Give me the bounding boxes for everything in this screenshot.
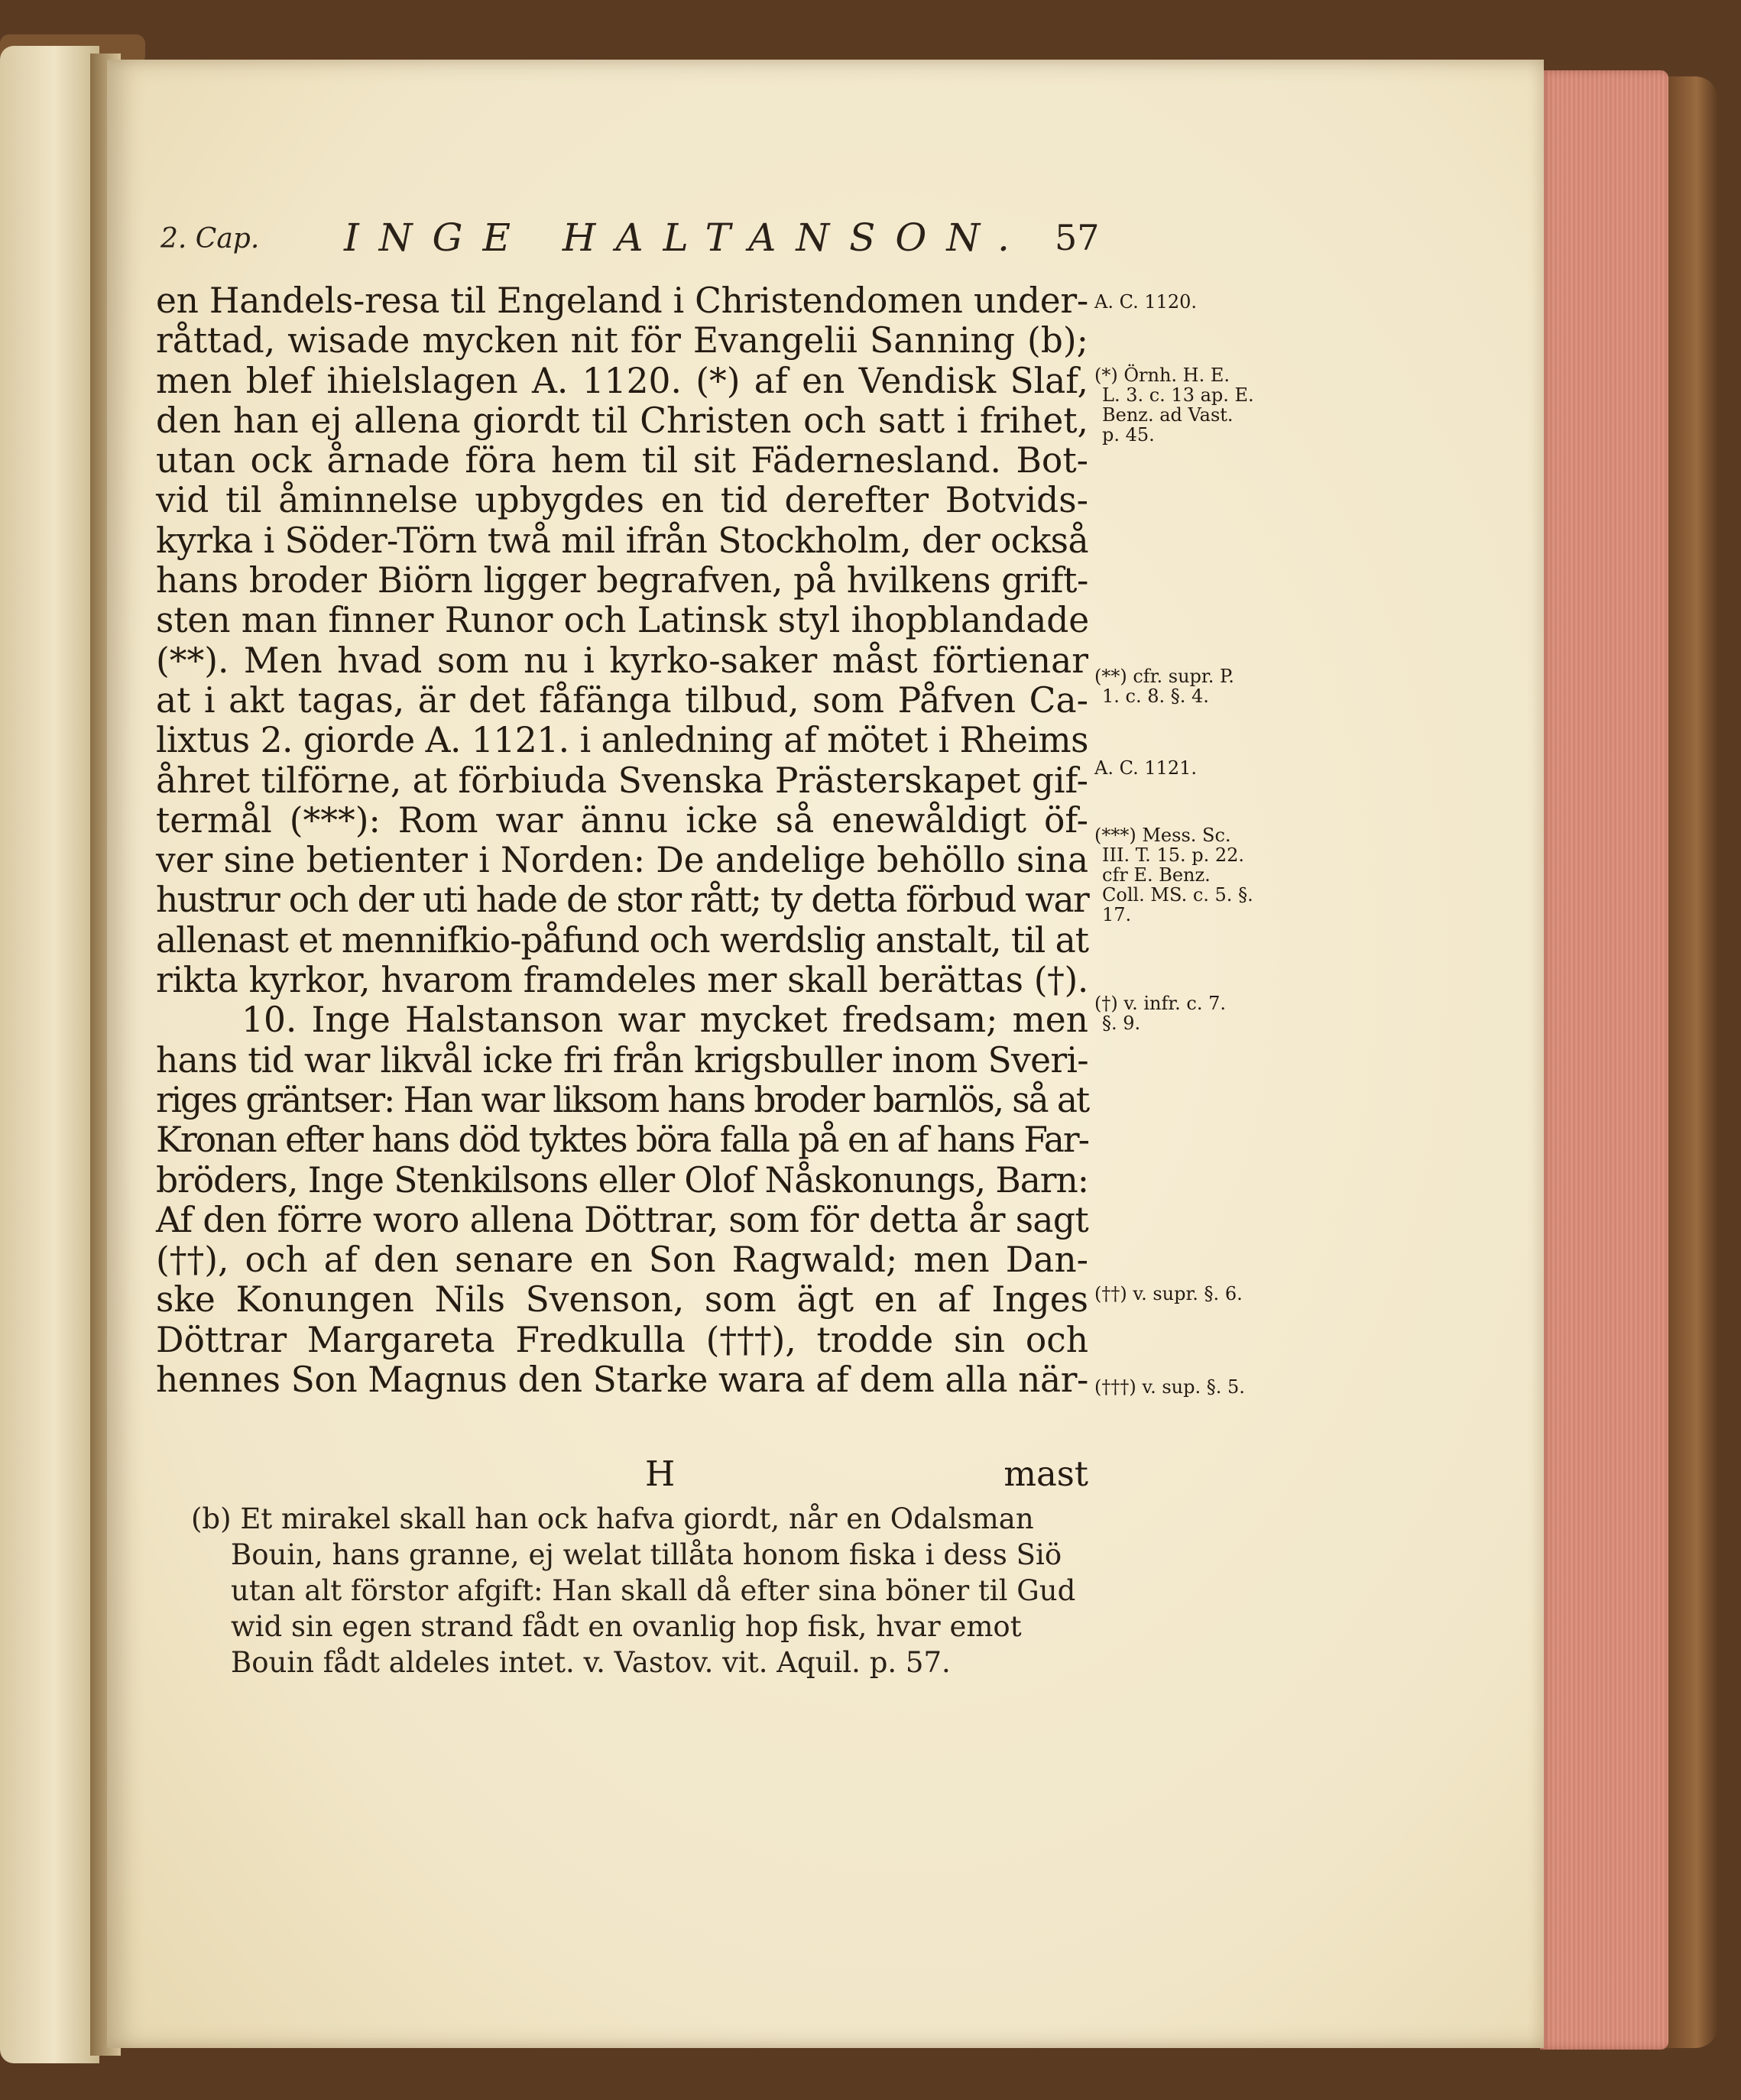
text-line: ske Konungen Nils Svenson, som ägt en af Inges xyxy=(156,1279,1088,1321)
margin-note xyxy=(1094,292,1270,312)
margin-note xyxy=(1094,666,1270,706)
margin-note-line: Coll. MS. c. 5. §. xyxy=(1102,884,1253,906)
footnote-line: wid sin egen strand fådt en ovanlig hop fisk, hvar emot xyxy=(231,1610,1022,1643)
margin-note-line: §. 9. xyxy=(1102,1013,1141,1034)
margin-note-line: III. T. 15. p. 22. xyxy=(1102,844,1245,866)
page-number: 57 xyxy=(1055,217,1100,258)
chapter-label: 2. Cap. xyxy=(160,223,260,254)
margin-note-line: (***) Mess. Sc. xyxy=(1094,825,1231,846)
red-fore-edge xyxy=(1540,70,1668,2050)
margin-note-line: Benz. ad Vast. xyxy=(1102,404,1234,426)
text-line: lixtus 2. giorde A. 1121. i anledning af mötet i Rheims xyxy=(156,720,1088,761)
text-line: (**). Men hvad som nu i kyrko-saker måst förtienar xyxy=(156,640,1088,681)
text-line: termål (***): Rom war ännu icke så enewåldigt öf- xyxy=(156,799,1088,841)
text-line: Döttrar Margareta Fredkulla (†††), trodde sin och xyxy=(156,1319,1088,1360)
margin-note xyxy=(1094,1284,1270,1304)
text-line: allenast et mennifkio-påfund och werdslig anstalt, til at xyxy=(156,919,1089,961)
footnote xyxy=(191,1501,1085,1680)
text-line: hennes Son Magnus den Starke wara af dem alla när- xyxy=(156,1359,1088,1401)
footnote-line: utan alt förstor afgift: Han skall då efter sina böner til Gud xyxy=(231,1574,1076,1607)
margin-note-line: p. 45. xyxy=(1102,424,1155,446)
text-line: vid til åminnelse upbygdes en tid derefter Botvids- xyxy=(156,480,1088,521)
margin-note-line: (†) v. infr. c. 7. xyxy=(1094,993,1227,1014)
margin-note-line: (††) v. supr. §. 6. xyxy=(1094,1283,1243,1304)
text-line: Kronan efter hans död tyktes böra falla på en af hans Far- xyxy=(156,1120,1088,1161)
cover-edge xyxy=(1665,76,1718,2048)
main-text xyxy=(156,281,1088,1400)
margin-note-line: L. 3. c. 13 ap. E. xyxy=(1102,384,1254,406)
text-line: hans broder Biörn ligger begrafven, på hvilkens grift- xyxy=(156,560,1088,601)
text-line: rikta kyrkor, hvarom framdeles mer skall berättas (†). xyxy=(156,960,1088,1001)
text-line: den han ej allena giordt til Christen och satt i frihet, xyxy=(156,400,1088,441)
text-line: en Handels-resa til Engeland i Christendomen under- xyxy=(156,280,1089,321)
text-line: ver sine betienter i Norden: De andelige behöllo sina xyxy=(156,840,1088,881)
signature-mark: H xyxy=(645,1453,676,1494)
text-line: hans tid war likvål icke fri från krigsbuller inom Sveri- xyxy=(156,1039,1088,1081)
margin-note-line: (†††) v. sup. §. 5. xyxy=(1094,1376,1245,1398)
running-head xyxy=(0,216,1741,261)
text-line: at i akt tagas, är det fåfänga tilbud, som Påfven Ca- xyxy=(156,679,1088,721)
text-line: utan ock årnade föra hem til sit Fädernesland. Bot- xyxy=(156,440,1088,481)
footnote-line: (b) Et mirakel skall han ock hafva giordt, når en Odalsman xyxy=(191,1502,1034,1535)
margin-note-line: 17. xyxy=(1102,904,1132,925)
catchword-line xyxy=(156,1453,1088,1495)
text-line: Af den förre woro allena Döttrar, som för detta år sagt xyxy=(156,1199,1088,1240)
margin-note-line: A. C. 1121. xyxy=(1094,757,1198,779)
footnote-line: Bouin fådt aldeles intet. v. Vastov. vit. Aquil. p. 57. xyxy=(231,1646,951,1679)
margin-note-line: A. C. 1120. xyxy=(1094,291,1198,313)
text-line: åhret tilförne, at förbiuda Svenska Prästerskapet gif- xyxy=(156,760,1088,801)
page-title: INGE HALTANSON. xyxy=(344,216,1029,260)
text-line: men blef ihielslagen A. 1120. (*) af en Vendisk Slaf, xyxy=(156,360,1088,401)
text-line: riges gräntser: Han war liksom hans broder barnlös, så at xyxy=(156,1079,1088,1120)
margin-note-line: (**) cfr. supr. P. xyxy=(1094,666,1234,687)
margin-note xyxy=(1094,1377,1270,1397)
facing-page-edge xyxy=(0,46,99,2063)
catchword: mast xyxy=(1003,1453,1088,1494)
text-line: sten man finner Runor och Latinsk styl ihopblandade xyxy=(156,600,1090,641)
text-line: (††), och af den senare en Son Ragwald; men Dan- xyxy=(156,1240,1088,1281)
text-line: bröders, Inge Stenkilsons eller Olof Nåskonungs, Barn: xyxy=(156,1159,1088,1201)
margin-note xyxy=(1094,365,1270,445)
text-line: hustrur och der uti hade de stor rått; ty detta förbud war xyxy=(156,880,1088,921)
text-line: 10. Inge Halstanson war mycket fredsam; men xyxy=(242,1000,1088,1041)
text-line: kyrka i Söder-Törn twå mil ifrån Stockholm, der också xyxy=(156,520,1088,561)
margin-note xyxy=(1094,825,1270,925)
margin-note-line: (*) Örnh. H. E. xyxy=(1094,365,1230,386)
footnote-line: Bouin, hans granne, ej welat tillåta honom fiska i dess Siö xyxy=(231,1538,1062,1571)
margin-note-line: 1. c. 8. §. 4. xyxy=(1102,685,1209,707)
text-line: råttad, wisade mycken nit för Evangelii Sanning (b); xyxy=(156,320,1088,361)
margin-note-line: cfr E. Benz. xyxy=(1102,864,1211,886)
margin-note xyxy=(1094,993,1270,1033)
margin-note xyxy=(1094,758,1270,778)
